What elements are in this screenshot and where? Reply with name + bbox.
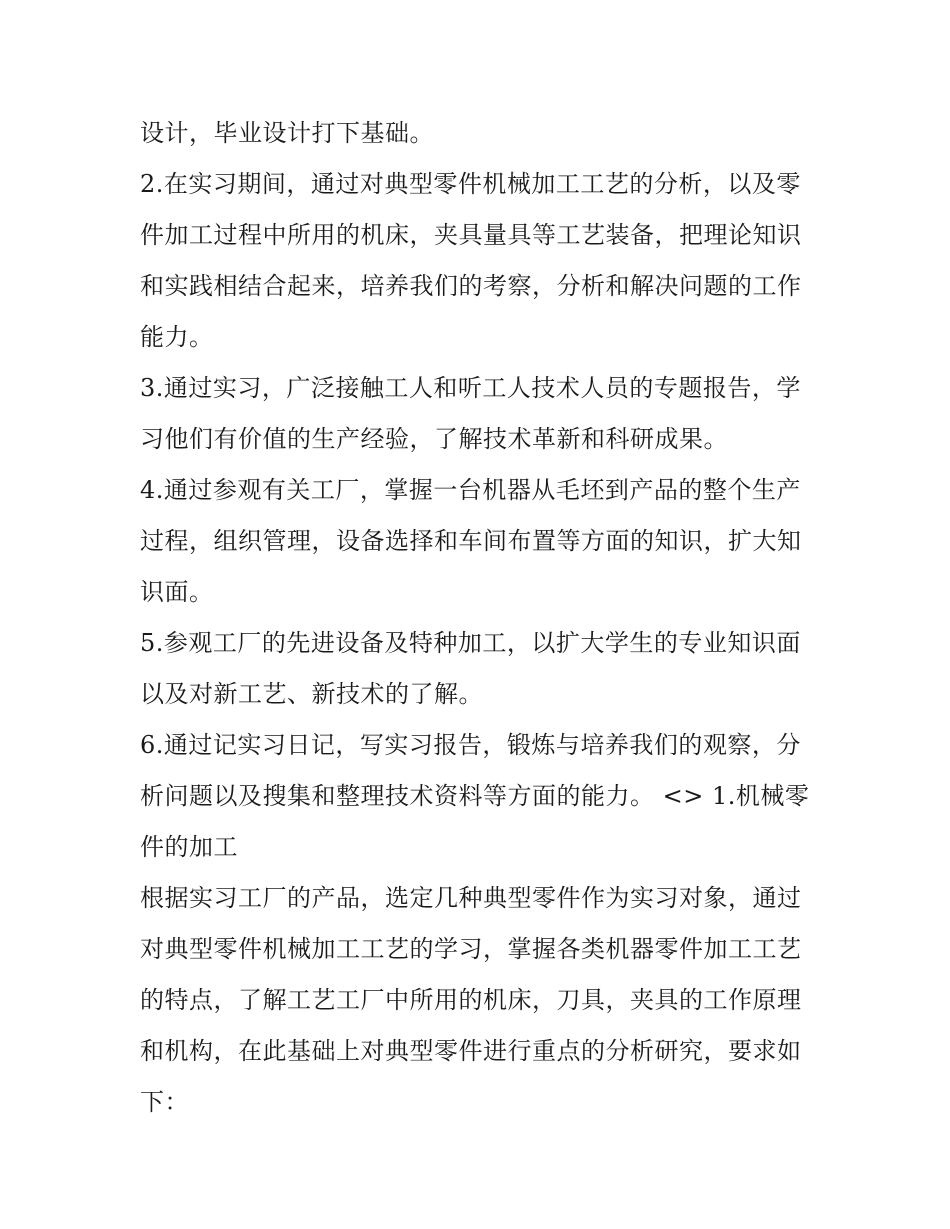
text-line-8: 4.通过参观有关工厂，掌握一台机器从毛坯到产品的整个生产 [140,476,801,504]
text-line-10: 识面。 [140,578,214,606]
text-line-4: 和实践相结合起来，培养我们的考察，分析和解决问题的工作 [140,272,802,300]
body-text [140,108,820,1128]
text-line-5: 能力。 [140,323,214,351]
text-line-15: 件的加工 [140,833,238,861]
text-line-14: 析问题以及搜集和整理技术资料等方面的能力。 <> 1.机械零 [140,782,810,810]
text-line-20: 下： [140,1088,189,1116]
text-line-11: 5.参观工厂的先进设备及特种加工，以扩大学生的专业知识面 [140,629,801,657]
text-line-17: 对典型零件机械加工工艺的学习，掌握各类机器零件加工工艺 [140,935,802,963]
text-line-18: 的特点，了解工艺工厂中所用的机床，刀具，夹具的工作原理 [140,986,802,1014]
text-line-16: 根据实习工厂的产品，选定几种典型零件作为实习对象，通过 [140,884,802,912]
text-line-13: 6.通过记实习日记，写实习报告，锻炼与培养我们的观察，分 [140,731,801,759]
text-line-12: 以及对新工艺、新技术的了解。 [140,680,483,708]
text-line-1: 设计，毕业设计打下基础。 [140,119,434,147]
text-line-19: 和机构，在此基础上对典型零件进行重点的分析研究，要求如 [140,1037,802,1065]
text-line-7: 习他们有价值的生产经验，了解技术革新和科研成果。 [140,425,728,453]
text-line-3: 件加工过程中所用的机床，夹具量具等工艺装备，把理论知识 [140,221,802,249]
text-line-6: 3.通过实习，广泛接触工人和听工人技术人员的专题报告，学 [140,374,801,402]
text-line-9: 过程，组织管理，设备选择和车间布置等方面的知识，扩大知 [140,527,802,555]
text-line-2: 2.在实习期间，通过对典型零件机械加工工艺的分析，以及零 [140,170,801,198]
